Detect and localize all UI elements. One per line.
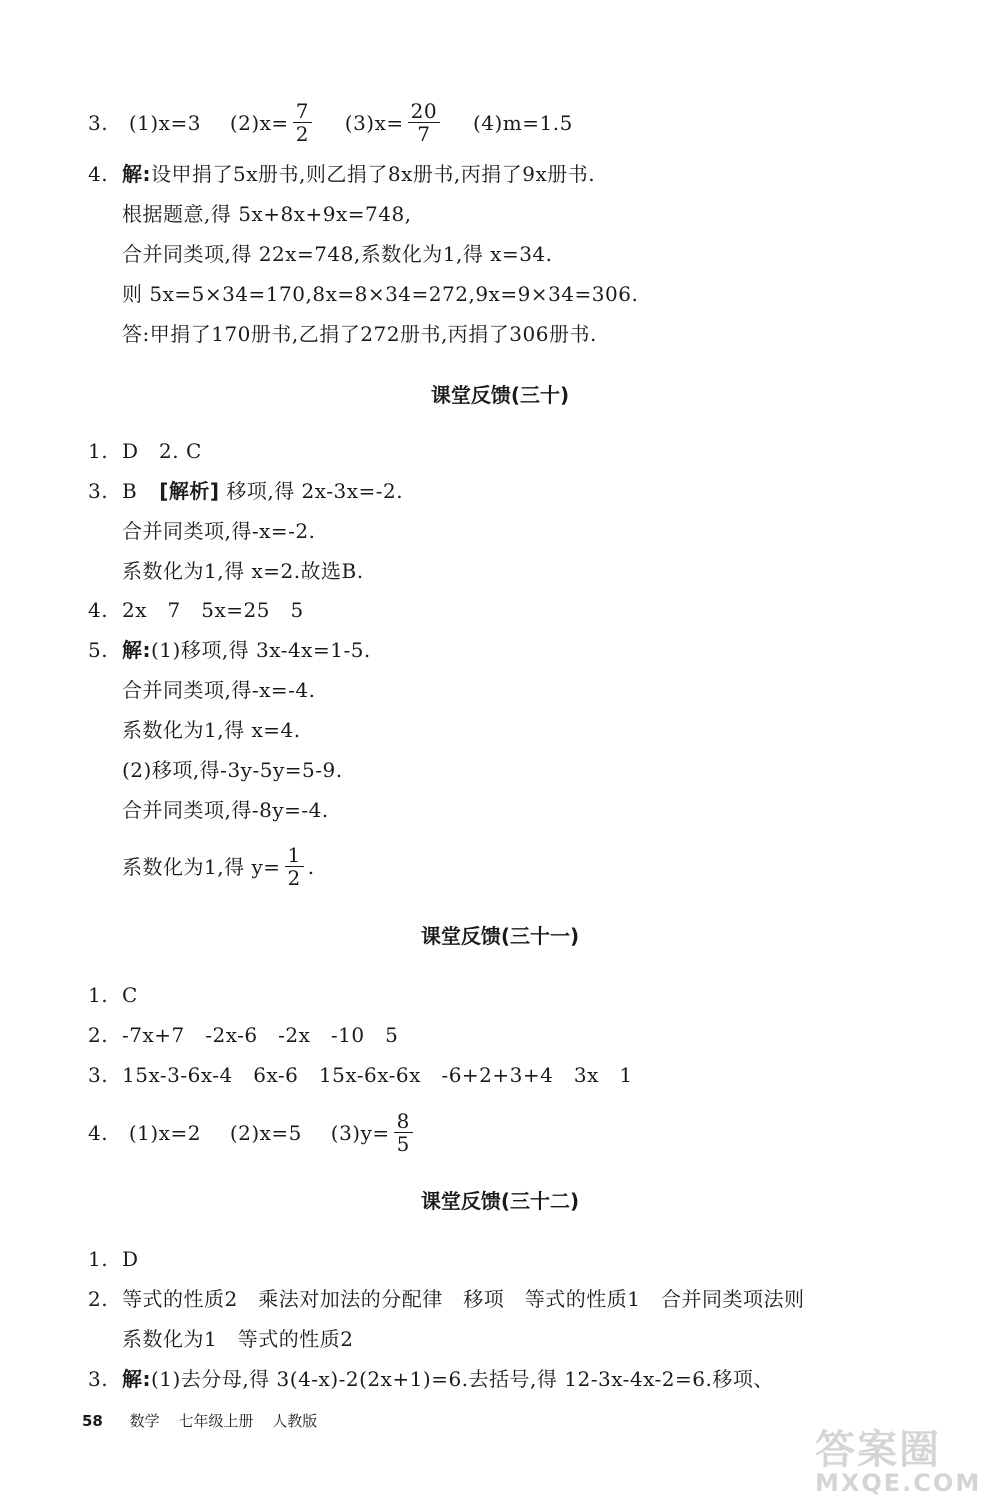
section-title: 课堂反馈(三十) [430,383,570,407]
item-number: 1. [88,439,109,463]
fraction: $\frac{8}{5}$ [394,1110,413,1155]
page-number: 58 [82,1412,103,1430]
solution-text: (1)去分母,得 3(4-x)-2(2x+1)=6.去括号,得 12-3x-4x-2=6.移项、 [151,1367,774,1391]
answer-text: 移项,得 2x-3x=-2. [226,479,404,503]
answer-text: C [122,983,138,1007]
s30-answer-5 [88,636,371,664]
answer-text: D 2. C [122,439,202,463]
section-title: 课堂反馈(三十一) [420,924,580,948]
answer-4-line-4: 则 5x=5×34=170,8x=8×34=272,9x=9×34=306. [122,282,639,306]
solution-text: (1)移项,得 3x-4x=1-5. [151,638,371,662]
s30-answer-1-2 [88,437,202,465]
footer-grade: 七年级上册 [178,1412,254,1430]
item-number: 3. [88,1063,109,1087]
s30-answer-5-line-4: (2)移项,得-3y-5y=5-9. [122,758,343,782]
footer-edition: 人教版 [272,1412,318,1430]
fraction: $\frac{20}{7}$ [408,100,440,145]
s31-answer-4 [88,1109,417,1157]
item-number: 3. [88,479,109,503]
fraction: $\frac{7}{2}$ [293,100,312,145]
solution-label: 解: [122,638,151,662]
answer-4-line-2: 根据题意,得 5x+8x+9x=748, [122,202,412,226]
watermark-url: MXQE.COM [815,1469,982,1497]
s30-answer-5-line-3: 系数化为1,得 x=4. [122,718,301,742]
s30-answer-4 [88,596,304,624]
solution-text: 系数化为1,得 y= [122,855,281,879]
answer-4-line-1 [88,160,595,188]
item-number: 4. [88,1121,109,1145]
answer-part: (2)x= [229,111,289,135]
s32-answer-2-line-2: 系数化为1 等式的性质2 [122,1327,354,1351]
solution-label: 解: [122,162,151,186]
s30-answer-3-line-2: 合并同类项,得-x=-2. [122,519,316,543]
item-number: 1. [88,983,109,1007]
s32-answer-3 [88,1365,774,1393]
solution-label: 解: [122,1367,151,1391]
item-number: 3. [88,111,109,135]
item-number: 2. [88,1023,109,1047]
item-number: 4. [88,162,109,186]
analysis-tag: [解析] [159,479,220,503]
answer-text: 2x 7 5x=25 5 [122,598,304,622]
item-number: 4. [88,598,109,622]
answer-part: (1)x=2 [128,1121,201,1145]
watermark-text: 答案圈 [815,1427,941,1473]
section-title: 课堂反馈(三十二) [420,1189,580,1213]
answer-text: 等式的性质2 乘法对加法的分配律 移项 等式的性质1 合并同类项法则 [122,1287,805,1311]
s31-answer-2 [88,1021,398,1049]
item-number: 5. [88,638,109,662]
answer-part: (2)x=5 [229,1121,302,1145]
answer-text: D [122,1247,139,1271]
s30-answer-3 [88,477,403,505]
item-number: 2. [88,1287,109,1311]
footer-subject: 数学 [129,1412,160,1430]
s30-answer-5-line-6 [122,843,315,891]
answer-part: (3)x= [344,111,404,135]
watermark-logo [815,1418,985,1498]
answer-part: (1)x=3 [128,111,201,135]
s30-answer-3-line-3: 系数化为1,得 x=2.故选B. [122,559,364,583]
s31-answer-1 [88,981,138,1009]
s30-answer-5-line-2: 合并同类项,得-x=-4. [122,678,316,702]
s32-answer-1 [88,1245,139,1273]
s32-answer-2 [88,1285,804,1313]
item-number: 3. [88,1367,109,1391]
answer-choice: B [122,479,138,503]
answer-3 [88,99,573,147]
solution-text: 设甲捐了5x册书,则乙捐了8x册书,丙捐了9x册书. [151,162,596,186]
answer-text: -7x+7 -2x-6 -2x -10 5 [122,1023,399,1047]
answer-4-line-5: 答:甲捐了170册书,乙捐了272册书,丙捐了306册书. [122,322,597,346]
fraction: $\frac{1}{2}$ [285,844,304,889]
answer-4-line-3: 合并同类项,得 22x=748,系数化为1,得 x=34. [122,242,553,266]
page-footer [82,1410,331,1431]
answer-part: (4)m=1.5 [472,111,573,135]
s30-answer-5-line-5: 合并同类项,得-8y=-4. [122,798,329,822]
s31-answer-3 [88,1061,633,1089]
item-number: 1. [88,1247,109,1271]
solution-text: . [307,855,315,879]
answer-text: 15x-3-6x-4 6x-6 15x-6x-6x -6+2+3+4 3x 1 [122,1063,633,1087]
answer-part: (3)y= [330,1121,390,1145]
